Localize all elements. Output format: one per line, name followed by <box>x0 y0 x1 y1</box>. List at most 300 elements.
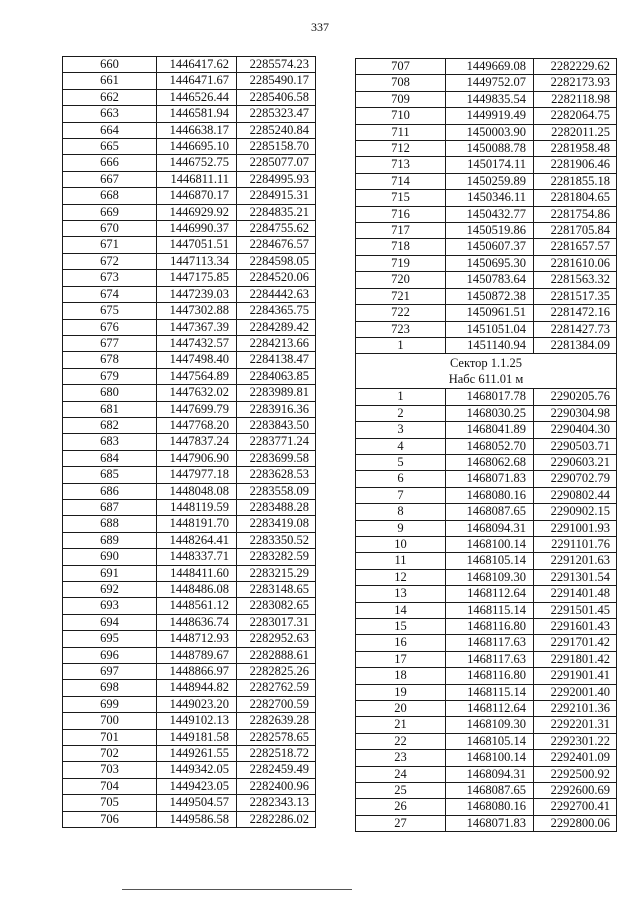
y-coordinate: 2291201.63 <box>534 553 617 569</box>
y-coordinate: 2291501.45 <box>534 602 617 618</box>
point-number: 702 <box>63 746 157 762</box>
y-coordinate: 2284995.93 <box>237 171 316 187</box>
table-row <box>63 286 316 302</box>
x-coordinate: 1449023.20 <box>157 696 237 712</box>
y-coordinate: 2282011.25 <box>534 124 617 140</box>
y-coordinate: 2290603.21 <box>534 454 617 470</box>
point-number: 685 <box>63 467 157 483</box>
x-coordinate: 1449835.54 <box>446 91 534 107</box>
table-row <box>356 75 617 91</box>
x-coordinate: 1449342.05 <box>157 762 237 778</box>
table-row <box>63 368 316 384</box>
y-coordinate: 2284442.63 <box>237 286 316 302</box>
point-number: 6 <box>356 471 446 487</box>
point-number: 722 <box>356 305 446 321</box>
x-coordinate: 1468094.31 <box>446 766 534 782</box>
x-coordinate: 1448119.59 <box>157 499 237 515</box>
x-coordinate: 1468116.80 <box>446 619 534 635</box>
y-coordinate: 2285077.07 <box>237 155 316 171</box>
table-row <box>63 106 316 122</box>
table-row <box>356 553 617 569</box>
y-coordinate: 2282343.13 <box>237 795 316 811</box>
y-coordinate: 2281754.86 <box>534 206 617 222</box>
y-coordinate: 2283628.53 <box>237 467 316 483</box>
point-number: 723 <box>356 321 446 337</box>
point-number: 666 <box>63 155 157 171</box>
x-coordinate: 1468115.14 <box>446 684 534 700</box>
y-coordinate: 2283843.50 <box>237 417 316 433</box>
point-number: 700 <box>63 713 157 729</box>
point-number: 16 <box>356 635 446 651</box>
point-number: 706 <box>63 811 157 827</box>
x-coordinate: 1468109.30 <box>446 717 534 733</box>
point-number: 680 <box>63 385 157 401</box>
x-coordinate: 1450519.86 <box>446 223 534 239</box>
point-number: 673 <box>63 270 157 286</box>
y-coordinate: 2282286.02 <box>237 811 316 827</box>
point-number: 708 <box>356 75 446 91</box>
x-coordinate: 1447632.02 <box>157 385 237 401</box>
table-row <box>356 255 617 271</box>
y-coordinate: 2281384.09 <box>534 337 617 353</box>
y-coordinate: 2283699.58 <box>237 450 316 466</box>
point-number: 694 <box>63 614 157 630</box>
x-coordinate: 1468109.30 <box>446 569 534 585</box>
x-coordinate: 1468041.89 <box>446 422 534 438</box>
point-number: 711 <box>356 124 446 140</box>
point-number: 670 <box>63 221 157 237</box>
x-coordinate: 1446752.75 <box>157 155 237 171</box>
table-row <box>63 57 316 73</box>
point-number: 3 <box>356 422 446 438</box>
point-number: 9 <box>356 520 446 536</box>
point-number: 712 <box>356 141 446 157</box>
table-row <box>63 696 316 712</box>
table-row <box>63 417 316 433</box>
y-coordinate: 2284063.85 <box>237 368 316 384</box>
x-coordinate: 1449669.08 <box>446 59 534 75</box>
table-row <box>63 811 316 827</box>
table-row <box>63 631 316 647</box>
y-coordinate: 2283989.81 <box>237 385 316 401</box>
y-coordinate: 2282064.75 <box>534 108 617 124</box>
y-coordinate: 2284289.42 <box>237 319 316 335</box>
sector-header <box>356 354 617 389</box>
y-coordinate: 2281563.32 <box>534 272 617 288</box>
table-row <box>63 598 316 614</box>
table-row <box>63 204 316 220</box>
x-coordinate: 1450607.37 <box>446 239 534 255</box>
x-coordinate: 1447175.85 <box>157 270 237 286</box>
point-number: 688 <box>63 516 157 532</box>
x-coordinate: 1450872.38 <box>446 288 534 304</box>
table-row <box>63 303 316 319</box>
x-coordinate: 1449423.05 <box>157 778 237 794</box>
x-coordinate: 1450783.64 <box>446 272 534 288</box>
x-coordinate: 1448264.41 <box>157 532 237 548</box>
point-number: 698 <box>63 680 157 696</box>
x-coordinate: 1468094.31 <box>446 520 534 536</box>
x-coordinate: 1448561.12 <box>157 598 237 614</box>
x-coordinate: 1446417.62 <box>157 57 237 73</box>
table-row <box>356 422 617 438</box>
y-coordinate: 2281804.65 <box>534 190 617 206</box>
table-row <box>356 91 617 107</box>
point-number: 714 <box>356 173 446 189</box>
table-row <box>63 532 316 548</box>
point-number: 669 <box>63 204 157 220</box>
table-row <box>356 750 617 766</box>
x-coordinate: 1450961.51 <box>446 305 534 321</box>
table-row <box>356 619 617 635</box>
x-coordinate: 1468116.80 <box>446 668 534 684</box>
point-number: 674 <box>63 286 157 302</box>
x-coordinate: 1446471.67 <box>157 73 237 89</box>
table-row <box>356 668 617 684</box>
table-row <box>356 405 617 421</box>
x-coordinate: 1447302.88 <box>157 303 237 319</box>
y-coordinate: 2283282.59 <box>237 549 316 565</box>
page-number: 337 <box>311 20 329 34</box>
table-row <box>356 569 617 585</box>
y-coordinate: 2282229.62 <box>534 59 617 75</box>
x-coordinate: 1449181.58 <box>157 729 237 745</box>
point-number: 14 <box>356 602 446 618</box>
x-coordinate: 1468115.14 <box>446 602 534 618</box>
y-coordinate: 2291801.42 <box>534 651 617 667</box>
y-coordinate: 2290304.98 <box>534 405 617 421</box>
point-number: 661 <box>63 73 157 89</box>
point-number: 721 <box>356 288 446 304</box>
x-coordinate: 1447367.39 <box>157 319 237 335</box>
point-number: 683 <box>63 434 157 450</box>
y-coordinate: 2282459.49 <box>237 762 316 778</box>
x-coordinate: 1448636.74 <box>157 614 237 630</box>
table-row <box>63 139 316 155</box>
x-coordinate: 1447239.03 <box>157 286 237 302</box>
table-row <box>356 272 617 288</box>
y-coordinate: 2283558.09 <box>237 483 316 499</box>
point-number: 699 <box>63 696 157 712</box>
point-number: 665 <box>63 139 157 155</box>
y-coordinate: 2290404.30 <box>534 422 617 438</box>
x-coordinate: 1446990.37 <box>157 221 237 237</box>
point-number: 715 <box>356 190 446 206</box>
y-coordinate: 2291101.76 <box>534 536 617 552</box>
y-coordinate: 2284835.21 <box>237 204 316 220</box>
coordinates-table-left <box>62 56 316 828</box>
point-number: 697 <box>63 664 157 680</box>
point-number: 675 <box>63 303 157 319</box>
point-number: 676 <box>63 319 157 335</box>
point-number: 4 <box>356 438 446 454</box>
table-row <box>356 108 617 124</box>
table-row <box>63 565 316 581</box>
y-coordinate: 2281958.48 <box>534 141 617 157</box>
table-row <box>356 602 617 618</box>
x-coordinate: 1468030.25 <box>446 405 534 421</box>
point-number: 10 <box>356 536 446 552</box>
x-coordinate: 1449261.55 <box>157 746 237 762</box>
point-number: 720 <box>356 272 446 288</box>
point-number: 693 <box>63 598 157 614</box>
y-coordinate: 2283082.65 <box>237 598 316 614</box>
table-row <box>63 450 316 466</box>
table-row <box>356 438 617 454</box>
table-row <box>356 815 617 831</box>
table-row <box>356 141 617 157</box>
table-row <box>356 389 617 405</box>
y-coordinate: 2281705.84 <box>534 223 617 239</box>
table-row <box>356 717 617 733</box>
y-coordinate: 2292700.41 <box>534 799 617 815</box>
point-number: 27 <box>356 815 446 831</box>
x-coordinate: 1448712.93 <box>157 631 237 647</box>
x-coordinate: 1447498.40 <box>157 352 237 368</box>
point-number: 704 <box>63 778 157 794</box>
x-coordinate: 1449102.13 <box>157 713 237 729</box>
x-coordinate: 1468087.65 <box>446 783 534 799</box>
point-number: 686 <box>63 483 157 499</box>
point-number: 710 <box>356 108 446 124</box>
x-coordinate: 1447699.79 <box>157 401 237 417</box>
point-number: 22 <box>356 733 446 749</box>
x-coordinate: 1447564.89 <box>157 368 237 384</box>
y-coordinate: 2284915.31 <box>237 188 316 204</box>
y-coordinate: 2281427.73 <box>534 321 617 337</box>
x-coordinate: 1450346.11 <box>446 190 534 206</box>
point-number: 689 <box>63 532 157 548</box>
point-number: 1 <box>356 337 446 353</box>
table-row <box>63 385 316 401</box>
point-number: 5 <box>356 454 446 470</box>
x-coordinate: 1468117.63 <box>446 635 534 651</box>
y-coordinate: 2284365.75 <box>237 303 316 319</box>
point-number: 19 <box>356 684 446 700</box>
table-row <box>63 319 316 335</box>
table-row <box>63 401 316 417</box>
x-coordinate: 1468100.14 <box>446 750 534 766</box>
table-row <box>63 483 316 499</box>
x-coordinate: 1446811.11 <box>157 171 237 187</box>
y-coordinate: 2285240.84 <box>237 122 316 138</box>
x-coordinate: 1451140.94 <box>446 337 534 353</box>
table-row <box>63 729 316 745</box>
y-coordinate: 2285323.47 <box>237 106 316 122</box>
y-coordinate: 2284755.62 <box>237 221 316 237</box>
table-row <box>356 239 617 255</box>
table-row <box>63 155 316 171</box>
table-row <box>356 206 617 222</box>
y-coordinate: 2283148.65 <box>237 582 316 598</box>
footer-divider <box>122 889 352 890</box>
x-coordinate: 1468112.64 <box>446 586 534 602</box>
y-coordinate: 2282173.93 <box>534 75 617 91</box>
y-coordinate: 2284213.66 <box>237 335 316 351</box>
point-number: 678 <box>63 352 157 368</box>
table-row <box>356 487 617 503</box>
x-coordinate: 1448411.60 <box>157 565 237 581</box>
table-row <box>63 467 316 483</box>
x-coordinate: 1468105.14 <box>446 553 534 569</box>
table-row <box>63 549 316 565</box>
x-coordinate: 1468080.16 <box>446 799 534 815</box>
point-number: 719 <box>356 255 446 271</box>
x-coordinate: 1446695.10 <box>157 139 237 155</box>
y-coordinate: 2290702.79 <box>534 471 617 487</box>
point-number: 13 <box>356 586 446 602</box>
y-coordinate: 2290503.71 <box>534 438 617 454</box>
point-number: 716 <box>356 206 446 222</box>
x-coordinate: 1448048.08 <box>157 483 237 499</box>
y-coordinate: 2285406.58 <box>237 89 316 105</box>
table-row <box>63 73 316 89</box>
table-row <box>356 651 617 667</box>
x-coordinate: 1468117.63 <box>446 651 534 667</box>
point-number: 23 <box>356 750 446 766</box>
table-row <box>356 173 617 189</box>
table-row <box>63 335 316 351</box>
table-row <box>356 190 617 206</box>
x-coordinate: 1448191.70 <box>157 516 237 532</box>
table-row <box>356 288 617 304</box>
y-coordinate: 2281517.35 <box>534 288 617 304</box>
table-row <box>63 171 316 187</box>
x-coordinate: 1449586.58 <box>157 811 237 827</box>
point-number: 8 <box>356 504 446 520</box>
y-coordinate: 2281855.18 <box>534 173 617 189</box>
x-coordinate: 1450003.90 <box>446 124 534 140</box>
table-row <box>63 713 316 729</box>
table-row <box>63 253 316 269</box>
point-number: 664 <box>63 122 157 138</box>
sector-height: Набс 611.01 м <box>448 372 524 387</box>
y-coordinate: 2292401.09 <box>534 750 617 766</box>
point-number: 21 <box>356 717 446 733</box>
y-coordinate: 2291401.48 <box>534 586 617 602</box>
y-coordinate: 2284138.47 <box>237 352 316 368</box>
x-coordinate: 1447837.24 <box>157 434 237 450</box>
point-number: 25 <box>356 783 446 799</box>
x-coordinate: 1448866.97 <box>157 664 237 680</box>
x-coordinate: 1468112.64 <box>446 701 534 717</box>
sector-header-row <box>356 354 617 389</box>
x-coordinate: 1447768.20 <box>157 417 237 433</box>
table-row <box>63 762 316 778</box>
table-row <box>356 799 617 815</box>
table-row <box>356 536 617 552</box>
point-number: 18 <box>356 668 446 684</box>
point-number: 701 <box>63 729 157 745</box>
x-coordinate: 1448486.08 <box>157 582 237 598</box>
point-number: 718 <box>356 239 446 255</box>
point-number: 703 <box>63 762 157 778</box>
table-row <box>63 795 316 811</box>
point-number: 679 <box>63 368 157 384</box>
point-number: 692 <box>63 582 157 598</box>
y-coordinate: 2292500.92 <box>534 766 617 782</box>
x-coordinate: 1447432.57 <box>157 335 237 351</box>
point-number: 681 <box>63 401 157 417</box>
y-coordinate: 2291901.41 <box>534 668 617 684</box>
x-coordinate: 1451051.04 <box>446 321 534 337</box>
x-coordinate: 1468017.78 <box>446 389 534 405</box>
x-coordinate: 1450259.89 <box>446 173 534 189</box>
y-coordinate: 2282639.28 <box>237 713 316 729</box>
y-coordinate: 2282762.59 <box>237 680 316 696</box>
table-row <box>356 471 617 487</box>
table-row <box>356 305 617 321</box>
y-coordinate: 2291301.54 <box>534 569 617 585</box>
point-number: 20 <box>356 701 446 717</box>
x-coordinate: 1468062.68 <box>446 454 534 470</box>
table-row <box>63 188 316 204</box>
x-coordinate: 1449752.07 <box>446 75 534 91</box>
y-coordinate: 2292800.06 <box>534 815 617 831</box>
table-row <box>63 582 316 598</box>
point-number: 26 <box>356 799 446 815</box>
y-coordinate: 2282825.26 <box>237 664 316 680</box>
table-row <box>356 766 617 782</box>
y-coordinate: 2285574.23 <box>237 57 316 73</box>
table-row <box>63 237 316 253</box>
y-coordinate: 2284520.06 <box>237 270 316 286</box>
x-coordinate: 1450432.77 <box>446 206 534 222</box>
y-coordinate: 2290902.15 <box>534 504 617 520</box>
point-number: 682 <box>63 417 157 433</box>
table-row <box>63 221 316 237</box>
y-coordinate: 2291701.42 <box>534 635 617 651</box>
y-coordinate: 2292301.22 <box>534 733 617 749</box>
y-coordinate: 2283017.31 <box>237 614 316 630</box>
table-row <box>63 778 316 794</box>
point-number: 660 <box>63 57 157 73</box>
point-number: 717 <box>356 223 446 239</box>
x-coordinate: 1448337.71 <box>157 549 237 565</box>
y-coordinate: 2281472.16 <box>534 305 617 321</box>
y-coordinate: 2282400.96 <box>237 778 316 794</box>
table-row <box>63 680 316 696</box>
table-row <box>356 635 617 651</box>
y-coordinate: 2283916.36 <box>237 401 316 417</box>
table-row <box>63 614 316 630</box>
x-coordinate: 1450695.30 <box>446 255 534 271</box>
point-number: 667 <box>63 171 157 187</box>
x-coordinate: 1449919.49 <box>446 108 534 124</box>
table-row <box>63 270 316 286</box>
table-row <box>63 499 316 515</box>
y-coordinate: 2292201.31 <box>534 717 617 733</box>
point-number: 696 <box>63 647 157 663</box>
point-number: 663 <box>63 106 157 122</box>
y-coordinate: 2290802.44 <box>534 487 617 503</box>
point-number: 2 <box>356 405 446 421</box>
x-coordinate: 1468080.16 <box>446 487 534 503</box>
y-coordinate: 2282578.65 <box>237 729 316 745</box>
point-number: 662 <box>63 89 157 105</box>
x-coordinate: 1446638.17 <box>157 122 237 138</box>
point-number: 687 <box>63 499 157 515</box>
table-row <box>356 59 617 75</box>
table-row <box>356 684 617 700</box>
y-coordinate: 2281657.57 <box>534 239 617 255</box>
point-number: 690 <box>63 549 157 565</box>
y-coordinate: 2281610.06 <box>534 255 617 271</box>
y-coordinate: 2283350.52 <box>237 532 316 548</box>
y-coordinate: 2292001.40 <box>534 684 617 700</box>
x-coordinate: 1447051.51 <box>157 237 237 253</box>
table-row <box>356 520 617 536</box>
